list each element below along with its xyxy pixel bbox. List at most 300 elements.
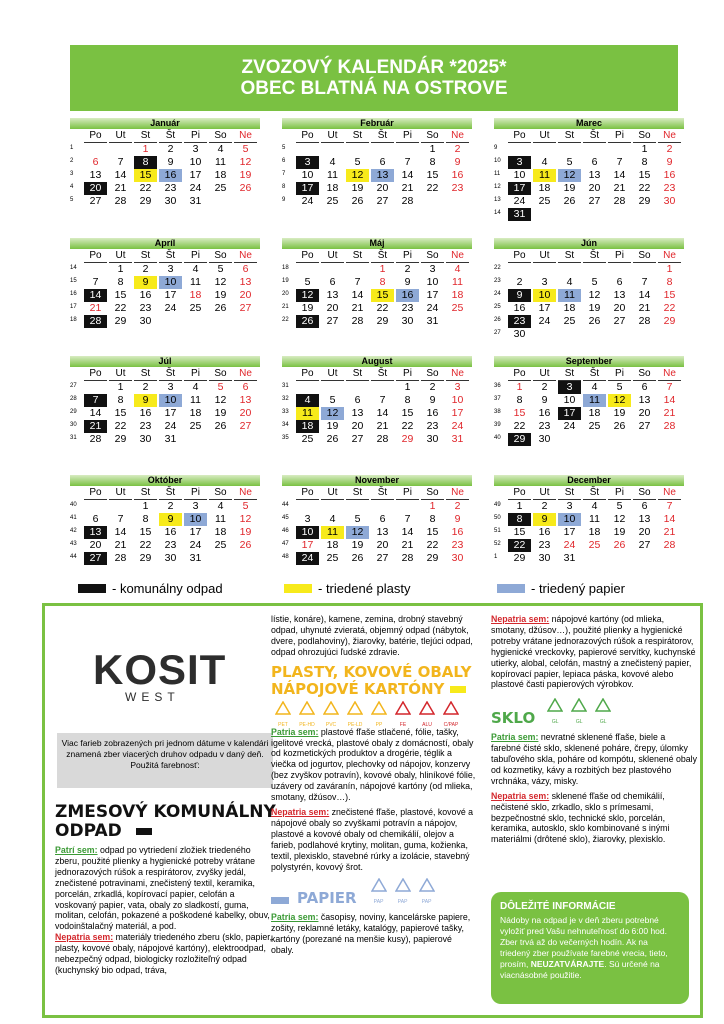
day-header: So — [633, 367, 656, 381]
yellow-swatch — [284, 584, 312, 593]
day-cell: 8 — [641, 156, 648, 168]
legend-black — [78, 581, 223, 596]
day-cell: 6 — [329, 276, 336, 288]
day-cell: 25 — [326, 195, 339, 207]
day-cell: 19 — [239, 526, 252, 538]
day-header: St — [346, 129, 369, 143]
day-cell: 21 — [114, 182, 127, 194]
day-cell: 26 — [351, 552, 364, 564]
day-cell: 6 — [616, 276, 623, 288]
week-number: 49 — [494, 502, 501, 508]
day-cell: 2 — [516, 276, 523, 288]
day-cell: 15 — [139, 526, 152, 538]
day-cell: 17 — [508, 182, 531, 195]
day-header: So — [633, 129, 656, 143]
day-cell: 17 — [426, 289, 439, 301]
day-cell: 10 — [426, 276, 439, 288]
day-cell: 16 — [396, 289, 419, 302]
papier-heading: PAPIER PAP PAP PAP — [271, 878, 477, 908]
day-cell: 28 — [351, 315, 364, 327]
day-cell: 12 — [588, 289, 601, 301]
day-cell: 1 — [429, 143, 436, 155]
day-cell: 27 — [89, 195, 102, 207]
day-cell: 17 — [189, 526, 202, 538]
week-number: 51 — [494, 528, 501, 534]
title-banner — [70, 45, 678, 111]
day-cell: 25 — [588, 539, 601, 551]
recycle-icon: PAP — [415, 878, 439, 908]
day-cell: 23 — [401, 302, 414, 314]
day-cell: 14 — [401, 169, 414, 181]
day-cell: 21 — [401, 182, 414, 194]
day-header: Ut — [321, 249, 344, 263]
day-cell: 11 — [296, 407, 319, 420]
week-number: 3 — [70, 171, 74, 177]
day-cell — [109, 500, 132, 513]
day-cell: 23 — [663, 182, 676, 194]
day-cell: 27 — [588, 195, 601, 207]
day-cell: 14 — [663, 513, 676, 525]
day-cell: 28 — [638, 315, 651, 327]
week-number: 17 — [70, 304, 77, 310]
day-cell — [346, 381, 369, 394]
month-2 — [282, 118, 472, 208]
day-cell: 7 — [404, 156, 411, 168]
week-number: 43 — [70, 541, 77, 547]
day-cell — [533, 328, 556, 341]
day-cell: 29 — [114, 433, 127, 445]
day-header: Ne — [446, 486, 469, 500]
day-header: Ut — [533, 367, 556, 381]
day-cell: 26 — [588, 315, 601, 327]
day-header: Ne — [658, 367, 681, 381]
day-header: St — [558, 249, 581, 263]
week-number: 4 — [70, 184, 74, 190]
week-number: 18 — [70, 317, 77, 323]
papier-patri: Patria sem: časopisy, noviny, kancelárske papiere, zošity, reklamné letáky, katalógy, papierové tašky, kartóny (porezané na menšie kusy), papierové obaly. — [271, 912, 471, 955]
day-header: So — [633, 249, 656, 263]
month-1 — [70, 118, 260, 208]
day-cell: 26 — [239, 539, 252, 551]
day-cell: 1 — [516, 500, 523, 512]
day-header: Ne — [234, 486, 257, 500]
day-header: Pi — [608, 129, 631, 143]
day-cell: 24 — [563, 420, 576, 432]
day-cell: 9 — [159, 513, 182, 526]
month-title: Október — [70, 475, 260, 486]
week-number: 20 — [282, 291, 289, 297]
day-cell: 19 — [214, 289, 227, 301]
day-header: Ne — [658, 129, 681, 143]
day-cell: 15 — [513, 407, 526, 419]
day-cell: 19 — [351, 182, 364, 194]
day-cell — [346, 500, 369, 513]
day-cell: 10 — [563, 394, 576, 406]
day-cell: 5 — [329, 394, 336, 406]
day-cell: 8 — [508, 513, 531, 526]
day-cell: 4 — [217, 143, 224, 155]
day-cell: 30 — [139, 315, 152, 327]
day-cell: 28 — [114, 195, 127, 207]
kosit-logo — [93, 646, 226, 694]
day-header: Ne — [658, 486, 681, 500]
recycle-icon: FE — [391, 701, 415, 731]
week-number: 44 — [282, 502, 289, 508]
day-cell: 16 — [538, 407, 551, 419]
day-header: Št — [371, 249, 394, 263]
day-cell — [209, 195, 232, 208]
week-number: 27 — [70, 383, 77, 389]
month-title: August — [282, 356, 472, 367]
day-cell: 13 — [371, 169, 394, 182]
day-cell: 10 — [451, 394, 464, 406]
day-cell: 15 — [114, 289, 127, 301]
day-cell — [558, 263, 581, 276]
blue-swatch — [497, 584, 525, 593]
week-number: 32 — [282, 396, 289, 402]
day-header: Št — [583, 486, 606, 500]
week-number: 14 — [494, 210, 501, 216]
day-cell: 28 — [114, 552, 127, 564]
month-9 — [494, 356, 684, 446]
day-header: Št — [371, 486, 394, 500]
day-cell — [209, 315, 232, 328]
day-cell: 12 — [346, 526, 369, 539]
week-number: 34 — [282, 422, 289, 428]
day-cell — [583, 208, 606, 221]
week-number: 45 — [282, 515, 289, 521]
day-cell — [321, 381, 344, 394]
day-cell — [84, 143, 107, 156]
day-cell: 3 — [566, 500, 573, 512]
day-header: Pi — [396, 486, 419, 500]
day-cell — [533, 143, 556, 156]
day-cell: 11 — [321, 526, 344, 539]
day-cell: 13 — [239, 394, 252, 406]
day-cell — [396, 143, 419, 156]
day-cell: 24 — [296, 552, 319, 565]
week-number: 50 — [494, 515, 501, 521]
day-cell — [658, 208, 681, 221]
recycle-icon: PE-LD — [343, 701, 367, 731]
day-cell: 12 — [239, 513, 252, 525]
day-cell: 17 — [164, 407, 177, 419]
week-number: 47 — [282, 541, 289, 547]
day-cell — [533, 208, 556, 221]
day-cell: 7 — [641, 276, 648, 288]
recycle-icon: C/PAP — [439, 701, 463, 731]
day-header: Ut — [109, 249, 132, 263]
day-cell: 8 — [404, 394, 411, 406]
day-cell — [321, 500, 344, 513]
month-title: September — [494, 356, 684, 367]
day-cell: 19 — [301, 302, 314, 314]
day-header: Št — [159, 249, 182, 263]
month-title: December — [494, 475, 684, 486]
day-cell: 20 — [239, 407, 252, 419]
week-number: 8 — [282, 184, 286, 190]
day-cell: 25 — [214, 539, 227, 551]
day-cell: 27 — [638, 420, 651, 432]
recycle-icon: ALU — [415, 701, 439, 731]
day-cell: 7 — [666, 500, 673, 512]
day-cell: 11 — [190, 394, 201, 406]
day-cell — [209, 552, 232, 565]
day-cell — [234, 433, 257, 446]
day-cell: 10 — [296, 526, 319, 539]
day-cell: 19 — [351, 539, 364, 551]
day-cell: 12 — [613, 513, 626, 525]
week-number: 41 — [70, 515, 77, 521]
day-cell: 28 — [401, 552, 414, 564]
day-cell: 26 — [326, 433, 339, 445]
day-cell: 13 — [588, 169, 601, 181]
week-number: 19 — [282, 278, 289, 284]
recycle-icon: PVC — [319, 701, 343, 731]
day-cell — [184, 433, 207, 446]
legend-blue-label: - triedený papier — [531, 581, 625, 596]
day-cell: 18 — [326, 539, 339, 551]
col2-top-text: lístie, konáre), kamene, zemina, drobný stavebný odpad, uhynuté zvieratá, objemný odpad (nábytok, dvere, podlahoviny), žiarovky, batérie, tlejúci odpad, odpad ohrozujúci ľudské zdravie. — [271, 614, 473, 657]
important-title: DÔLEŽITÉ INFORMÁCIE — [500, 901, 616, 912]
banner-line-2: OBEC BLATNÁ NA OSTROVE — [240, 78, 508, 99]
day-cell: 2 — [167, 500, 174, 512]
day-cell: 28 — [663, 420, 676, 432]
day-cell: 26 — [214, 420, 227, 432]
day-cell: 21 — [376, 420, 389, 432]
week-number: 46 — [282, 528, 289, 534]
day-cell: 9 — [508, 289, 531, 302]
day-cell: 4 — [454, 263, 461, 275]
legend-blue — [497, 581, 625, 596]
day-cell: 25 — [326, 552, 339, 564]
day-cell: 25 — [189, 302, 202, 314]
day-header: Ne — [234, 249, 257, 263]
day-header: So — [421, 367, 444, 381]
day-header: Ut — [533, 249, 556, 263]
week-number: 40 — [70, 502, 77, 508]
day-cell: 9 — [541, 394, 548, 406]
day-cell: 20 — [89, 539, 102, 551]
month-title: November — [282, 475, 472, 486]
day-header: St — [346, 367, 369, 381]
zmes-nepatri: Nepatria sem: materiály triedeného zberu (sklo, papier, plasty, kovové obaly, nápojové kartóny), elektroodpad, nebezpečný odpad, biologicky rozložiteľný odpad (kuchynský bio odpad, tráva, — [55, 932, 273, 975]
day-header: So — [209, 486, 232, 500]
day-header: Pi — [608, 367, 631, 381]
day-cell: 4 — [217, 500, 224, 512]
info-panel — [42, 603, 703, 1018]
zmes-title-1: ZMESOVÝ KOMUNÁLNY — [55, 802, 276, 822]
day-cell: 29 — [426, 552, 439, 564]
day-cell: 18 — [296, 420, 319, 433]
day-cell: 24 — [451, 420, 464, 432]
week-number: 23 — [494, 278, 501, 284]
day-cell: 2 — [541, 381, 548, 393]
week-number: 9 — [494, 145, 498, 151]
day-cell: 8 — [117, 394, 124, 406]
day-header: Ut — [321, 486, 344, 500]
day-cell: 14 — [613, 169, 626, 181]
recycle-icon: PE-HD — [295, 701, 319, 731]
day-header: St — [558, 367, 581, 381]
day-cell: 3 — [508, 156, 531, 169]
day-cell: 22 — [401, 420, 414, 432]
day-cell: 6 — [591, 156, 598, 168]
day-cell — [159, 315, 182, 328]
zmes-title-2: ODPAD — [55, 822, 277, 841]
day-cell: 23 — [538, 539, 551, 551]
week-number: 21 — [282, 304, 289, 310]
day-cell — [421, 195, 444, 208]
day-cell: 11 — [215, 513, 226, 525]
week-number: 44 — [70, 554, 77, 560]
day-cell: 14 — [84, 289, 107, 302]
day-cell — [296, 263, 319, 276]
day-cell: 18 — [588, 526, 601, 538]
black-swatch — [78, 584, 106, 593]
day-cell: 7 — [117, 513, 124, 525]
day-cell: 24 — [189, 182, 202, 194]
day-cell — [658, 433, 681, 446]
day-cell — [371, 143, 394, 156]
week-number: 7 — [282, 171, 286, 177]
day-cell: 4 — [591, 500, 598, 512]
day-header: So — [633, 486, 656, 500]
day-cell: 23 — [426, 420, 439, 432]
day-header: Ut — [109, 129, 132, 143]
day-header: Št — [159, 486, 182, 500]
day-cell: 30 — [139, 433, 152, 445]
recycle-icon: PP — [367, 701, 391, 731]
day-header: St — [134, 129, 157, 143]
day-cell: 15 — [371, 289, 394, 302]
day-cell: 5 — [591, 276, 598, 288]
week-number: 27 — [494, 330, 501, 336]
day-cell: 2 — [429, 381, 436, 393]
week-number: 29 — [70, 409, 77, 415]
week-number: 28 — [70, 396, 77, 402]
day-cell — [633, 433, 656, 446]
month-title: Máj — [282, 238, 472, 249]
day-cell: 26 — [613, 420, 626, 432]
day-cell: 16 — [513, 302, 526, 314]
day-cell: 21 — [638, 302, 651, 314]
day-cell: 9 — [134, 276, 157, 289]
day-cell: 7 — [84, 394, 107, 407]
day-cell: 6 — [242, 381, 249, 393]
month-10 — [70, 475, 260, 565]
day-header: Ut — [109, 486, 132, 500]
day-header: Pi — [608, 249, 631, 263]
day-header: Ut — [533, 486, 556, 500]
week-number: 35 — [282, 435, 289, 441]
day-header: Št — [583, 129, 606, 143]
day-cell: 1 — [404, 381, 411, 393]
week-number: 1 — [70, 145, 74, 151]
month-title: Február — [282, 118, 472, 129]
day-cell — [608, 552, 631, 565]
yellow-marker — [450, 686, 466, 693]
day-header: Po — [84, 249, 107, 263]
day-cell: 2 — [454, 143, 461, 155]
day-cell: 3 — [192, 143, 199, 155]
week-number: 9 — [282, 197, 286, 203]
day-cell: 4 — [541, 156, 548, 168]
day-header: Ne — [658, 249, 681, 263]
day-header: So — [421, 486, 444, 500]
month-11 — [282, 475, 472, 565]
day-header: Ne — [234, 367, 257, 381]
day-cell: 31 — [508, 208, 531, 221]
day-cell: 31 — [189, 195, 202, 207]
day-cell: 6 — [354, 394, 361, 406]
day-cell: 27 — [351, 433, 364, 445]
day-cell: 23 — [538, 420, 551, 432]
day-cell: 12 — [214, 276, 227, 288]
day-cell: 20 — [326, 302, 339, 314]
week-number: 14 — [70, 265, 77, 271]
day-cell: 6 — [379, 156, 386, 168]
day-cell: 18 — [326, 182, 339, 194]
day-cell: 31 — [563, 552, 576, 564]
day-cell: 30 — [538, 552, 551, 564]
day-cell — [608, 208, 631, 221]
day-cell: 22 — [426, 539, 439, 551]
day-cell — [633, 208, 656, 221]
day-cell: 3 — [454, 381, 461, 393]
sklo-heading: SKLO GL GL GL — [491, 698, 697, 728]
day-cell: 14 — [351, 289, 364, 301]
day-cell: 5 — [217, 381, 224, 393]
day-cell — [109, 143, 132, 156]
week-number: 38 — [494, 409, 501, 415]
day-cell: 19 — [214, 407, 227, 419]
day-cell — [296, 381, 319, 394]
day-cell: 31 — [451, 433, 464, 445]
day-cell: 1 — [516, 381, 523, 393]
day-header: So — [209, 129, 232, 143]
week-number: 31 — [70, 435, 77, 441]
week-number: 2 — [70, 158, 74, 164]
week-number: 33 — [282, 409, 289, 415]
day-cell: 12 — [296, 289, 319, 302]
day-cell: 4 — [192, 263, 199, 275]
day-cell: 29 — [401, 433, 414, 445]
day-cell — [558, 143, 581, 156]
recycle-icon: PAP — [367, 878, 391, 908]
day-cell: 31 — [189, 552, 202, 564]
day-cell: 30 — [663, 195, 676, 207]
day-cell: 11 — [558, 289, 581, 302]
week-number: 13 — [494, 197, 501, 203]
month-7 — [70, 356, 260, 446]
day-cell: 15 — [401, 407, 414, 419]
week-number: 1 — [494, 554, 498, 560]
day-cell — [234, 195, 257, 208]
day-cell: 12 — [239, 156, 252, 168]
day-cell: 7 — [92, 276, 99, 288]
day-cell: 18 — [563, 302, 576, 314]
day-cell: 23 — [164, 182, 177, 194]
day-cell: 24 — [164, 420, 177, 432]
day-cell: 24 — [164, 302, 177, 314]
day-cell: 12 — [214, 394, 227, 406]
day-cell: 19 — [563, 182, 576, 194]
day-cell: 18 — [588, 407, 601, 419]
day-cell: 15 — [134, 169, 157, 182]
day-cell: 12 — [346, 169, 369, 182]
day-cell — [296, 143, 319, 156]
